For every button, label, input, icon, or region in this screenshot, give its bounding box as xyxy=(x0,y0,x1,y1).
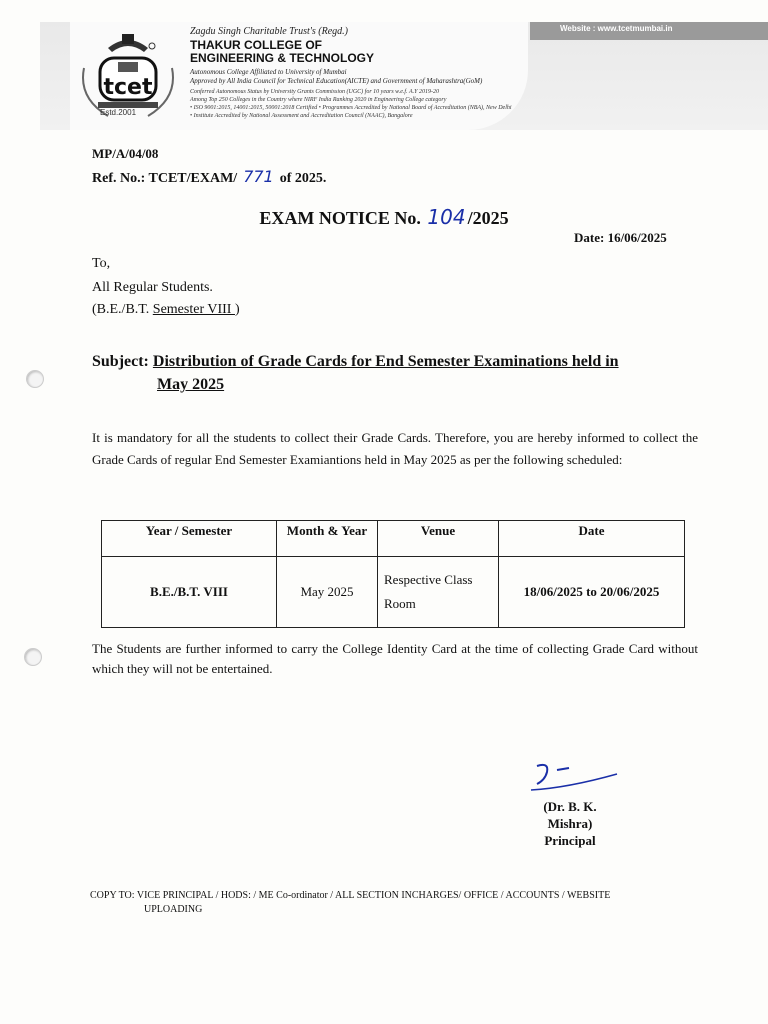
ref-handwritten-number: 771 xyxy=(243,167,274,186)
body-paragraph-2: The Students are further informed to carry the College Identity Card at the time of collecting Grade Card without which they will not be entertained. xyxy=(92,641,698,676)
signatory-name: (Dr. B. K. Mishra) xyxy=(543,799,597,831)
subject-text-line2: May 2025 xyxy=(157,376,225,393)
recipient-line2-prefix: (B.E./B.T. xyxy=(92,302,153,317)
website-text: Website : www.tcetmumbai.in xyxy=(560,24,673,33)
punch-hole xyxy=(26,370,44,388)
notice-prefix: EXAM NOTICE No. xyxy=(259,208,421,228)
notice-title xyxy=(0,205,768,229)
accreditation xyxy=(190,88,512,120)
recipient-line1: All Regular Students. xyxy=(92,280,213,295)
table-header-year-semester: Year / Semester xyxy=(102,521,277,557)
accreditation-line2: Among Top 250 Colleges in the Country where NIRF India Ranking 2020 in Engineering College category xyxy=(190,97,447,103)
copy-to-line: COPY TO: VICE PRINCIPAL / HODS: / ME Co-ordinator / ALL SECTION INCHARGES/ OFFICE / ACCOUNTS / WEBSITE xyxy=(90,890,611,901)
notice-date: Date: 16/06/2025 xyxy=(574,230,667,245)
reference-number xyxy=(92,167,326,187)
college-name-line1: THAKUR COLLEGE OF xyxy=(190,38,322,52)
accreditation-line3: • ISO 9001:2015, 14001:2015, 50001:2018 Certified • Programmes Accredited by National Board of Accreditation (NBA), New Delhi xyxy=(190,105,512,111)
cell-month-year: May 2025 xyxy=(277,557,378,628)
signatory-title: Principal xyxy=(544,833,596,848)
subject-text-line1: Distribution of Grade Cards for End Semester Examinations held in xyxy=(152,353,619,370)
affiliation-line1: Autonomous College Affiliated to University of Mumbai xyxy=(190,68,347,76)
cell-venue: Respective Class Room xyxy=(378,557,499,628)
table-header-row xyxy=(102,521,685,557)
established-year: Estd.2001 xyxy=(100,108,137,117)
subject-line xyxy=(92,349,692,375)
recipient-line2-suffix: ) xyxy=(234,302,240,317)
college-name xyxy=(190,39,374,65)
body-paragraph-1: It is mandatory for all the students to collect their Grade Cards. Therefore, you are hereby informed to collect the Grade Cards of regular End Semester Examiantions held in May 2025 as per the following scheduled: xyxy=(92,430,698,467)
punch-hole xyxy=(24,648,42,666)
logo-text: tcet xyxy=(103,75,153,100)
schedule-table xyxy=(101,520,685,628)
college-name-line2: ENGINEERING & TECHNOLOGY xyxy=(190,51,375,65)
table-header-venue: Venue xyxy=(378,521,499,557)
affiliation xyxy=(190,68,482,86)
notice-suffix: /2025 xyxy=(467,208,509,228)
table-header-date: Date xyxy=(499,521,685,557)
trust-name: Zagdu Singh Charitable Trust's (Regd.) xyxy=(190,26,348,37)
accreditation-line1: Conferred Autonomous Status by University Grants Commission (UGC) for 10 years w.e.f. A.Y 2019-20 xyxy=(190,89,439,95)
accreditation-line4: • Institute Accredited by National Assessment and Accreditation Council (NAAC), Bangalore xyxy=(190,113,413,119)
document-code: MP/A/04/08 xyxy=(92,146,159,161)
recipient-line2 xyxy=(92,302,240,318)
affiliation-line2: Approved by All India Council for Technical Education(AICTE) and Government of Maharashtra(GoM) xyxy=(190,77,483,85)
subject-label: Subject: xyxy=(92,353,153,370)
signatory-block xyxy=(520,798,620,849)
ref-prefix: Ref. No.: TCET/EXAM/ xyxy=(92,171,238,186)
cell-year-semester: B.E./B.T. VIII xyxy=(102,557,277,628)
table-header-month-year: Month & Year xyxy=(277,521,378,557)
cell-date: 18/06/2025 to 20/06/2025 xyxy=(499,557,685,628)
copy-to-line2: UPLOADING xyxy=(144,904,203,915)
table-row xyxy=(102,557,685,628)
recipient-semester: Semester VIII xyxy=(152,302,235,317)
to-line: To, xyxy=(92,256,111,271)
ref-suffix: of 2025. xyxy=(279,171,327,186)
notice-handwritten-number: 104 xyxy=(427,205,466,229)
